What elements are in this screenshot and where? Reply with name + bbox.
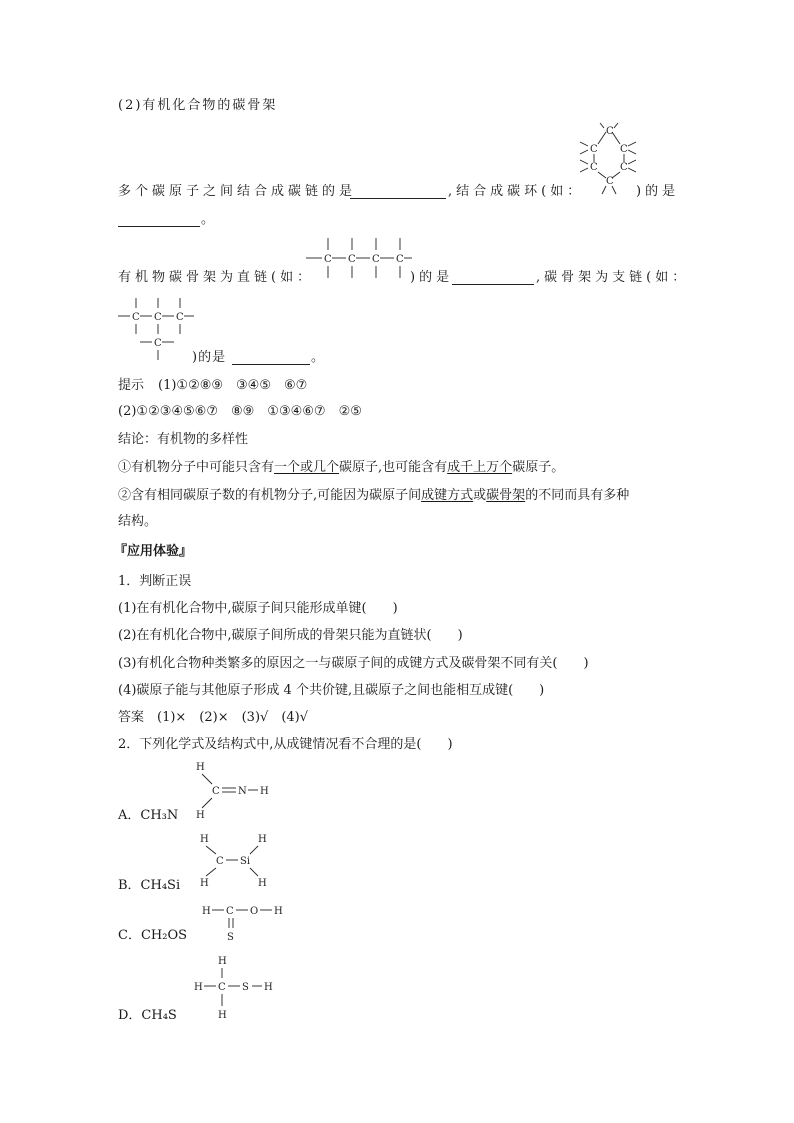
svg-text:C: C bbox=[348, 254, 356, 265]
section-heading: (2)有机化合物的碳骨架 bbox=[118, 98, 278, 113]
branched-chain-structure bbox=[116, 294, 200, 364]
structure-d bbox=[192, 952, 282, 1024]
straight-question-b: )的是 bbox=[410, 270, 454, 285]
structure-c bbox=[200, 898, 300, 946]
judge-item-2: (2)在有机化合物中,碳原子间所成的骨架只能为直链状( ) bbox=[118, 628, 463, 643]
conclusion-p2-end: 结构。 bbox=[118, 514, 158, 529]
svg-text:S: S bbox=[242, 982, 249, 993]
svg-text:C: C bbox=[154, 338, 162, 349]
ring-answer-blank[interactable] bbox=[118, 226, 200, 227]
svg-text:C: C bbox=[620, 144, 628, 155]
svg-text:C: C bbox=[218, 982, 226, 993]
straight-question-c: ,碳骨架为支链(如： bbox=[536, 270, 690, 285]
svg-text:H: H bbox=[196, 762, 205, 773]
experience-title: 『应用体验』 bbox=[114, 544, 193, 559]
hint-line-2: (2)①②③④⑤⑥⑦ ⑧⑨ ①③④⑥⑦ ②⑤ bbox=[118, 404, 362, 419]
chain-question-c: )的是 bbox=[636, 184, 680, 199]
svg-text:Si: Si bbox=[240, 856, 251, 867]
conclusion-p1: ①有机物分子中可能只含有一个或几个碳原子,也可能含有成千上万个碳原子。 bbox=[118, 460, 565, 475]
chain-question-b: ,结合成碳环(如： bbox=[448, 184, 585, 199]
judge-item-1: (1)在有机化合物中,碳原子间只能形成单键( ) bbox=[118, 601, 398, 616]
svg-text:H: H bbox=[218, 1010, 227, 1021]
svg-text:S: S bbox=[227, 932, 234, 943]
svg-text:C: C bbox=[372, 254, 380, 265]
period-2: 。 bbox=[311, 350, 325, 365]
svg-text:H: H bbox=[258, 834, 267, 845]
conclusion-underline-3: 成键方式 bbox=[421, 488, 474, 503]
svg-text:C: C bbox=[590, 144, 598, 155]
svg-text:H: H bbox=[200, 834, 209, 845]
branch-answer-blank[interactable] bbox=[232, 364, 310, 365]
svg-text:C: C bbox=[154, 312, 162, 323]
option-d[interactable]: D．CH₄S bbox=[118, 1008, 177, 1023]
svg-text:H: H bbox=[218, 956, 227, 967]
svg-text:C: C bbox=[606, 176, 614, 187]
svg-text:C: C bbox=[396, 254, 404, 265]
straight-chain-structure bbox=[304, 236, 414, 280]
svg-text:H: H bbox=[260, 786, 269, 797]
question-1-title: 1．判断正误 bbox=[118, 574, 192, 589]
hint-label: 提示 bbox=[118, 378, 145, 393]
straight-answer-blank[interactable] bbox=[452, 284, 534, 285]
svg-text:C: C bbox=[324, 254, 332, 265]
conclusion-underline-2: 成千上万个 bbox=[447, 460, 513, 475]
judge-item-3: (3)有机化合物种类繁多的原因之一与碳原子间的成键方式及碳骨架不同有关( ) bbox=[118, 656, 589, 671]
conclusion-underline-4: 碳骨架 bbox=[486, 488, 526, 503]
svg-text:C: C bbox=[212, 786, 220, 797]
svg-text:N: N bbox=[238, 786, 247, 797]
svg-text:H: H bbox=[264, 982, 273, 993]
period-1: 。 bbox=[201, 212, 215, 227]
straight-question-a: 有机物碳骨架为直链(如： bbox=[118, 270, 315, 285]
svg-text:H: H bbox=[274, 906, 283, 917]
svg-text:H: H bbox=[202, 906, 211, 917]
carbon-ring-structure bbox=[578, 120, 638, 200]
conclusion-underline-1: 一个或几个 bbox=[274, 460, 340, 475]
branch-question-end: )的是 bbox=[192, 350, 227, 365]
chain-question-a: 多个碳原子之间结合成碳链的是 bbox=[118, 184, 357, 199]
conclusion-title: 结论：有机物的多样性 bbox=[118, 432, 249, 447]
hint-line-1: (1)①②⑧⑨ ③④⑤ ⑥⑦ bbox=[158, 378, 308, 393]
option-c[interactable]: C．CH₂OS bbox=[118, 928, 188, 943]
svg-text:H: H bbox=[194, 982, 203, 993]
chain-answer-blank[interactable] bbox=[350, 198, 446, 199]
svg-text:C: C bbox=[216, 856, 224, 867]
judge-item-4: (4)碳原子能与其他原子形成 4 个共价键,且碳原子之间也能相互成键( ) bbox=[118, 683, 545, 698]
structure-a bbox=[192, 758, 282, 822]
structure-b bbox=[196, 828, 276, 892]
svg-text:O: O bbox=[250, 906, 259, 917]
svg-text:C: C bbox=[226, 906, 234, 917]
ring-c1: C bbox=[606, 126, 614, 137]
svg-text:H: H bbox=[258, 878, 267, 889]
answer-line: 答案 (1)× (2)× (3)√ (4)√ bbox=[118, 710, 309, 725]
svg-text:C: C bbox=[176, 312, 184, 323]
svg-text:C: C bbox=[620, 162, 628, 173]
svg-text:H: H bbox=[196, 810, 205, 821]
svg-text:C: C bbox=[132, 312, 140, 323]
option-a[interactable]: A．CH₃N bbox=[118, 808, 179, 823]
svg-text:C: C bbox=[590, 162, 598, 173]
conclusion-p2: ②含有相同碳原子数的有机物分子,可能因为碳原子间成键方式或碳骨架的不同而具有多种 bbox=[118, 488, 630, 503]
svg-text:H: H bbox=[200, 878, 209, 889]
option-b[interactable]: B．CH₄Si bbox=[118, 878, 181, 893]
question-2-title: 2．下列化学式及结构式中,从成键情况看不合理的是( ) bbox=[118, 737, 453, 752]
